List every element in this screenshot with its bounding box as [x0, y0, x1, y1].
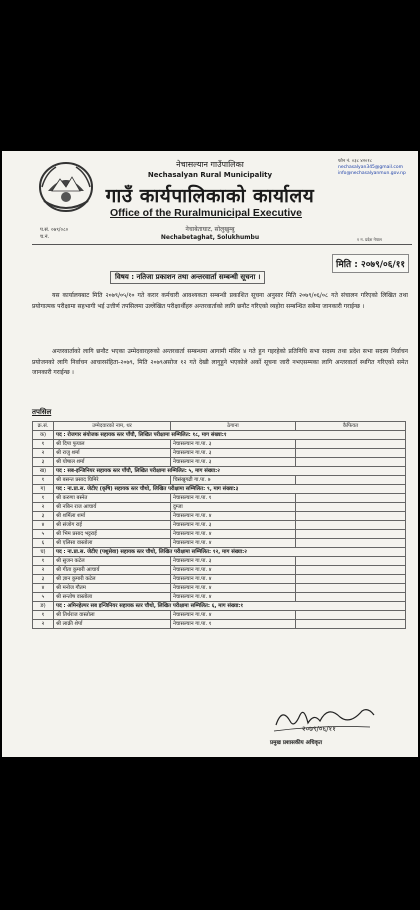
- post-index: घ): [33, 548, 54, 557]
- row-address: नेचासल्यान गा.पा. ३: [171, 440, 296, 449]
- row-remarks: [296, 611, 406, 620]
- row-remarks: [296, 512, 406, 521]
- header-serial: क्र.सं.: [33, 422, 54, 431]
- row-address: चिसंखुगढी गा.पा. ७: [171, 476, 296, 485]
- signatory-title: प्रमुख प्रशासकीय अधिकृत: [270, 740, 322, 746]
- row-serial: ४: [33, 521, 54, 530]
- header-remarks: कैफियत: [296, 422, 406, 431]
- row-remarks: [296, 476, 406, 485]
- reference-block: [40, 227, 68, 241]
- row-serial: ३: [33, 512, 54, 521]
- row-serial: २: [33, 566, 54, 575]
- row-address: नेचासल्यान गा.पा. ३: [171, 458, 296, 467]
- row-remarks: [296, 440, 406, 449]
- table-row: [33, 539, 406, 548]
- post-row: [33, 485, 406, 494]
- row-remarks: [296, 530, 406, 539]
- table-row: [33, 494, 406, 503]
- post-row: [33, 431, 406, 440]
- row-serial: ५: [33, 593, 54, 602]
- row-remarks: [296, 620, 406, 629]
- row-remarks: [296, 458, 406, 467]
- row-name: श्री करुणा बस्नेत: [54, 494, 171, 503]
- table-row: [33, 512, 406, 521]
- table-header-row: [33, 422, 406, 431]
- table-row: [33, 593, 406, 602]
- municipality-name-en: Nechasalyan Rural Municipality: [147, 171, 273, 179]
- row-address: नेचासल्यान गा.पा. ३: [171, 449, 296, 458]
- contact-email-1[interactable]: nechasalyan345@gmail.com: [338, 165, 403, 170]
- table-row: [33, 458, 406, 467]
- row-serial: ३: [33, 458, 54, 467]
- row-remarks: [296, 521, 406, 530]
- row-address: नेचासल्यान गा.पा. ४: [171, 611, 296, 620]
- reference-number: प.सं. ०७९/०८०: [40, 227, 69, 233]
- row-remarks: [296, 449, 406, 458]
- row-serial: १: [33, 494, 54, 503]
- table-row: [33, 521, 406, 530]
- row-serial: ४: [33, 584, 54, 593]
- notice-subject: विषय : नतिजा प्रकाशन तथा अन्तरवार्ता सम्बन्धी सूचना ।: [110, 271, 265, 284]
- post-title: पद : ना.प्रा.स. जेटीए (कृषि) सहायक स्तर चौथो, लिखित परीक्षामा सम्मिलित: ९, माग संख्या:३: [54, 485, 406, 494]
- row-address: नेचासल्यान गा.पा. १: [171, 620, 296, 629]
- signature-date: २०७९/०६/११: [302, 725, 336, 733]
- post-row: [33, 548, 406, 557]
- row-address: दुम्जा: [171, 503, 296, 512]
- row-address: नेचासल्यान गा.पा. १: [171, 494, 296, 503]
- row-name: श्री योषाल शर्मा: [54, 458, 171, 467]
- row-serial: ५: [33, 530, 54, 539]
- tapsil-heading: तपसिल: [32, 408, 52, 416]
- row-name: श्री राजु शर्मा: [54, 449, 171, 458]
- table-row: [33, 611, 406, 620]
- row-name: श्री शर्मिला शर्मा: [54, 512, 171, 521]
- row-name: श्री मनोज गौतम: [54, 584, 171, 593]
- row-serial: २: [33, 620, 54, 629]
- notice-document: [2, 151, 418, 757]
- table-row: [33, 440, 406, 449]
- table-row: [33, 557, 406, 566]
- row-address: नेचासल्यान गा.पा. ३: [171, 521, 296, 530]
- results-table: [32, 421, 406, 629]
- table-row: [33, 575, 406, 584]
- office-title-np: गाउँ कार्यपालिकाको कार्यालय: [105, 185, 315, 207]
- row-address: नेचासल्यान गा.पा. ४: [171, 593, 296, 602]
- row-remarks: [296, 557, 406, 566]
- table-row: [33, 530, 406, 539]
- row-name: श्री सुजन कटेल: [54, 557, 171, 566]
- place-np: नेचाबेताघाट, सोलुखुम्बु: [185, 226, 235, 233]
- paragraph-2: अन्तरवार्ताको लागि छनौट भएका उम्मेदवारहरुको अन्तरवार्ता सम्बन्धमा आगामी मंसिर ४ गते हुन गइरहेको प्रतिनिधि सभा सदस्य तथा प्रदेश सभा सदस्य निर्वाचन प्रयोजनको लागि निर्वाचन आचारसंहिता-२०७९, मिति २०७९असोज १२ गते देखी लागुहुने भएकोले अर्को सूचना जारी नभएसम्मका लागि अन्तरवार्ता स्थगित गरिएको समेत जानकारी गराईन्छ ।: [32, 348, 408, 376]
- post-index: ग): [33, 485, 54, 494]
- row-address: नेचासल्यान गा.पा. ३: [171, 557, 296, 566]
- row-serial: १: [33, 440, 54, 449]
- header-name: उम्मेदवारको नाम, थर: [54, 422, 171, 431]
- table-row: [33, 476, 406, 485]
- header-address: ठेगाना: [171, 422, 296, 431]
- row-name: श्री तिर्थराज वास्तोला: [54, 611, 171, 620]
- dispatch-number: च.नं.: [40, 234, 50, 240]
- row-name: श्री ज्ञान कुमारी कटेल: [54, 575, 171, 584]
- row-serial: १: [33, 476, 54, 485]
- notice-date: मिति : २०७९/०६/११: [332, 254, 409, 273]
- post-index: ङ): [33, 602, 54, 611]
- row-name: श्री भिम प्रसाद भट्टराई: [54, 530, 171, 539]
- row-remarks: [296, 539, 406, 548]
- post-row: [33, 467, 406, 476]
- row-serial: २: [33, 449, 54, 458]
- table-row: [33, 584, 406, 593]
- row-name: श्री गीता कुमारी आचार्य: [54, 566, 171, 575]
- row-address: नेचासल्यान गा.पा. ४: [171, 575, 296, 584]
- post-index: क): [33, 431, 54, 440]
- row-address: नेचासल्यान गा.पा. ४: [171, 566, 296, 575]
- header-divider: [32, 244, 412, 245]
- post-title: पद : सब-इन्जिनियर सहायक स्तर पाँचौ, लिखित परीक्षामा सम्मिलित: ५, माग संख्या:२: [54, 467, 406, 476]
- row-address: नेचासल्यान गा.पा. ४: [171, 584, 296, 593]
- row-name: श्री लाक्री शेर्पा: [54, 620, 171, 629]
- row-serial: १: [33, 611, 54, 620]
- row-address: नेचासल्यान गा.पा. ४: [171, 512, 296, 521]
- table-row: [33, 620, 406, 629]
- row-serial: २: [33, 503, 54, 512]
- row-remarks: [296, 503, 406, 512]
- row-serial: १: [33, 557, 54, 566]
- row-name: श्री संजोग राई: [54, 521, 171, 530]
- row-serial: ६: [33, 539, 54, 548]
- province-label: १ न. प्रदेश नेपाल: [357, 237, 382, 242]
- row-name: श्री नबिन राज आचार्य: [54, 503, 171, 512]
- table-row: [33, 449, 406, 458]
- office-title-en: Office of the Ruralmunicipal Executive: [110, 207, 302, 219]
- row-name: श्री दिपा फुयाल: [54, 440, 171, 449]
- table-row: [33, 566, 406, 575]
- row-remarks: [296, 566, 406, 575]
- row-remarks: [296, 494, 406, 503]
- row-address: नेचासल्यान गा.पा. ४: [171, 530, 296, 539]
- row-remarks: [296, 575, 406, 584]
- row-name: श्री सन्तोष वास्तोला: [54, 593, 171, 602]
- post-row: [33, 602, 406, 611]
- municipality-name-np: नेचासल्यान गाउँपालिका: [176, 160, 244, 169]
- row-serial: ३: [33, 575, 54, 584]
- row-name: श्री बसन्त प्रसाद घिमिरे: [54, 476, 171, 485]
- row-remarks: [296, 584, 406, 593]
- post-title: पद : ना.प्रा.स. जेटीए (पशुसेवा) सहायक स्तर चौथो, लिखित परीक्षामा सम्मिलित: १२, माग संख्या:२: [54, 548, 406, 557]
- contact-phone: फोन नं. ०३८ ४२०१८: [338, 159, 373, 164]
- row-address: नेचासल्यान गा.पा. ४: [171, 539, 296, 548]
- contact-block: [338, 159, 406, 177]
- contact-email-2[interactable]: info@nechasalyanmun.gov.np: [338, 171, 406, 176]
- post-title: पद : रोजगार संयोजक सहायक स्तर पाँचौ, लिखित परीक्षामा सम्मिलित: १८, माग संख्या:१: [54, 431, 406, 440]
- row-remarks: [296, 593, 406, 602]
- row-name: श्री एलिसा वास्तोला: [54, 539, 171, 548]
- table-row: [33, 503, 406, 512]
- paragraph-1: यस कार्यालयबाट मिति २०७९/०५/१० गते करार कर्मचारी आवश्यकता सम्बन्धी प्रकाशित सूचना अनुसार मिति २०७९/०६/०८ गते संचालन गरिएको लिखित तथा प्रयोगात्मक परीक्षामा सहभागी भई उत्तीर्ण तपसिलमा उल्लेखित परीक्षार्थीहरु अन्तरवार्ताको लागि छनौट गरिएको व्यहोरा सम्बन्धित सबैमा जानकारी गराईन्छ ।: [32, 292, 408, 310]
- place-en: Nechabetaghat, Solukhumbu: [160, 234, 260, 241]
- post-index: ख): [33, 467, 54, 476]
- post-title: पद : अमिनहेल्पर सब इन्जिनियर सहायक स्तर चौथो, लिखित परीक्षामा सम्मिलित: ६, माग संख्या:१: [54, 602, 406, 611]
